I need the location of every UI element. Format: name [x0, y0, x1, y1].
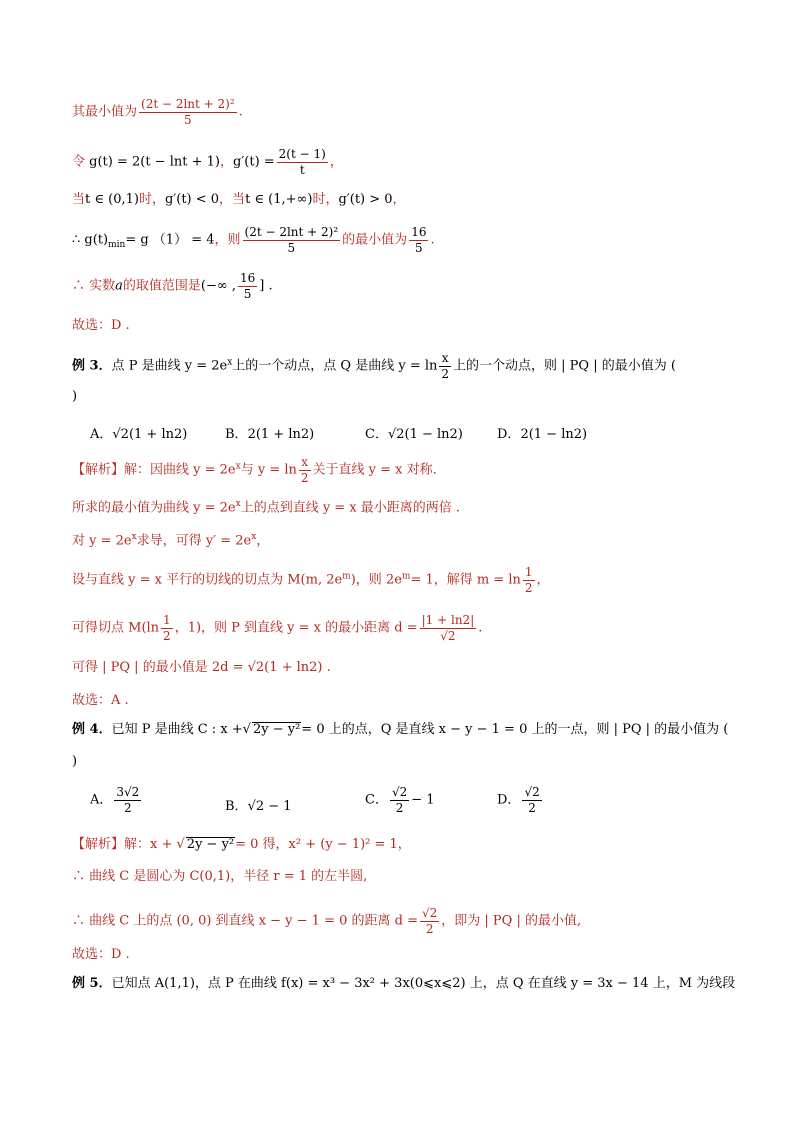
- option-label: A．: [90, 427, 113, 442]
- formula: g(t) = 2(t − lnt + 1): [89, 154, 220, 170]
- text: 时，: [138, 192, 165, 207]
- text: 上的一个动点，点 Q 是曲线 y = ln: [232, 358, 438, 374]
- text: 点 P 是曲线 y = 2e: [111, 358, 228, 374]
- formula: ∴ g(t): [72, 232, 109, 248]
- text: = 0 上的点，Q 是直线 x − y − 1 = 0 上的一点，则 | PQ | 的最小值为 (: [301, 722, 729, 737]
- fraction: [420, 907, 439, 935]
- option-label: C．: [365, 792, 388, 808]
- text: ，: [219, 154, 233, 170]
- denominator: √2: [440, 628, 456, 643]
- fraction: [299, 456, 311, 484]
- text: 令: [72, 154, 86, 170]
- option-b: [225, 795, 292, 814]
- numerator: 3√2: [116, 785, 140, 799]
- solution-line: [72, 907, 581, 935]
- text: 求导，可得 y′ = 2e: [136, 533, 252, 549]
- text: 设与直线 y = x 平行的切线的切点为 M(m, 2e: [72, 572, 343, 588]
- option-b: [225, 423, 314, 442]
- analysis-tag: 【解析】: [72, 837, 125, 852]
- fraction: [139, 98, 237, 126]
- text: ∴ 曲线 C 上的点 (0, 0) 到直线 x − y − 1 = 0 的距离 d =: [72, 913, 418, 929]
- option-label: B．: [225, 427, 248, 442]
- text: 解：因曲线 y = 2e: [124, 462, 236, 478]
- superscript: x: [131, 532, 137, 542]
- text: .: [430, 232, 435, 248]
- denominator: 2: [395, 800, 404, 815]
- text: 已知点 A(1,1)，点 P 在曲线 f(x) = x³ − 3x² + 3x(0⩽x⩽2) 上，点 Q 在直线 y = 3x − 14 上，M 为线段: [111, 976, 736, 991]
- text: ∴ 实数: [72, 278, 116, 294]
- denominator: 5: [415, 240, 423, 255]
- radicand: 2y − y²: [186, 837, 235, 852]
- variable: a: [115, 278, 123, 294]
- solution-line: [72, 500, 460, 514]
- text: )，则 2e: [350, 572, 402, 588]
- example-4-question: 例 4．已知 P 是曲线 C : x +√ 2y − y²= 0 上的点，Q 是直线 x − y − 1 = 0 上的一点，则 | PQ | 的最小值为 (: [72, 722, 729, 737]
- numerator: (2t − 2lnt + 2)²: [244, 225, 339, 239]
- denominator: 2: [441, 366, 450, 381]
- solution-line: ∴ 曲线 C 是圆心为 C(0,1)，半径 r = 1 的左半圆,: [72, 869, 368, 884]
- text: 对 y = 2e: [72, 533, 132, 549]
- text: 上的一个动点，则 | PQ | 的最小值为 (: [453, 358, 676, 374]
- solution-line: [72, 566, 550, 594]
- numerator: √2: [524, 785, 540, 799]
- fraction: [243, 226, 341, 254]
- superscript: x: [227, 357, 233, 368]
- option-d: [497, 786, 544, 814]
- example-3-question: [72, 352, 676, 380]
- text: 所求的最小值为曲线 y = 2e: [72, 500, 236, 516]
- text: 可得切点 M(ln: [72, 620, 160, 636]
- text-line: 故选：D .: [72, 318, 130, 333]
- text: 与 y = ln: [240, 462, 297, 478]
- numerator: √2: [391, 785, 408, 799]
- text: ，: [329, 154, 343, 170]
- numerator: 16: [411, 225, 427, 239]
- formula: ] .: [259, 278, 273, 294]
- example-5-question: [72, 977, 735, 990]
- fraction: [161, 614, 173, 642]
- formula: g′(t) > 0: [338, 192, 393, 207]
- denominator: 5: [243, 286, 252, 301]
- text: ，即为 | PQ | 的最小值,: [441, 913, 582, 929]
- text-line: [72, 148, 343, 176]
- numerator: 2(t − 1): [278, 147, 326, 161]
- formula: g′(t) =: [233, 154, 275, 170]
- text: ，: [536, 572, 550, 588]
- option-a: [90, 786, 143, 814]
- subscript: min: [108, 240, 126, 251]
- text: .: [238, 104, 243, 120]
- option-value: 2(1 − ln2): [520, 427, 588, 442]
- text: .: [478, 620, 483, 636]
- numerator: (2t − 2lnt + 2)²: [141, 97, 235, 111]
- option-value: − 1: [411, 792, 435, 808]
- option-value: 2(1 + ln2): [247, 427, 315, 442]
- radicand: 2y − y²: [252, 722, 301, 737]
- solution-line: 故选：D .: [72, 947, 130, 962]
- text: 已知 P 是曲线 C : x +: [111, 722, 243, 737]
- text: ，当: [219, 192, 246, 207]
- superscript: x: [251, 532, 257, 542]
- superscript: m: [342, 571, 351, 582]
- solution-line: 【解析】解：x + √ 2y − y²= 0 得，x² + (y − 1)² = 1，: [72, 837, 411, 852]
- numerator: √2: [422, 906, 438, 920]
- superscript: x: [235, 461, 241, 472]
- text-line: ): [72, 754, 78, 769]
- numerator: |1 + ln2|: [421, 613, 475, 627]
- fraction: [522, 786, 541, 814]
- fraction: [420, 614, 477, 642]
- denominator: 2: [300, 470, 309, 485]
- analysis-tag: 【解析】: [72, 462, 125, 478]
- solution-line: 故选：A .: [72, 693, 129, 708]
- text-line: [72, 98, 243, 126]
- solution-line: 可得 | PQ | 的最小值是 2d = √2(1 + ln2) .: [72, 660, 331, 675]
- solution-line: [72, 614, 482, 642]
- text: 关于直线 y = x 对称.: [312, 462, 437, 478]
- option-d: [497, 423, 587, 442]
- text-line: [72, 272, 273, 300]
- denominator: 5: [184, 112, 192, 127]
- denominator: 2: [124, 800, 132, 815]
- fraction: [114, 786, 141, 814]
- text: 解：x +: [124, 837, 173, 852]
- option-label: C．: [365, 427, 388, 442]
- denominator: 2: [163, 628, 171, 643]
- formula: g′(t) < 0: [164, 192, 220, 207]
- text: 时，: [312, 192, 339, 207]
- solution-line: [72, 456, 437, 484]
- text: = 1，解得 m = ln: [410, 572, 521, 588]
- denominator: 2: [425, 921, 434, 936]
- text-line: [72, 226, 435, 254]
- denominator: 2: [528, 800, 536, 815]
- numerator: 1: [163, 613, 171, 627]
- text: ，: [256, 533, 270, 549]
- option-value: √2(1 − ln2): [387, 427, 463, 442]
- text: ，: [392, 192, 406, 207]
- option-c: [365, 423, 463, 442]
- fraction: [238, 272, 257, 300]
- text: 的最小值为: [342, 232, 408, 248]
- option-label: D．: [497, 427, 521, 442]
- text: ，则: [214, 232, 241, 248]
- fraction: [439, 352, 451, 380]
- option-label: D．: [497, 792, 521, 808]
- option-label: A．: [90, 792, 113, 808]
- fraction: [390, 786, 409, 814]
- formula: = g （1） = 4: [125, 232, 215, 248]
- text: 当: [72, 192, 86, 207]
- text-line: ): [72, 389, 78, 404]
- formula: t ∈ (0,1): [85, 192, 139, 207]
- text: ，1)，则 P 到直线 y = x 的最小距离 d =: [174, 620, 418, 636]
- superscript: x: [235, 499, 241, 509]
- superscript: m: [401, 571, 411, 582]
- solution-line: [72, 533, 269, 547]
- option-c: [365, 786, 435, 814]
- text: = 0 得，x² + (y − 1)² = 1，: [235, 837, 411, 852]
- numerator: 16: [239, 271, 256, 285]
- denominator: t: [299, 162, 305, 177]
- fraction: [523, 566, 535, 594]
- example-label: 例 3．: [72, 358, 112, 374]
- option-a: [90, 423, 187, 442]
- formula: t ∈ (1,+∞): [245, 192, 313, 207]
- denominator: 5: [287, 240, 296, 255]
- example-label: 例 5．: [72, 976, 112, 991]
- fraction: [277, 148, 328, 176]
- text: 其最小值为: [72, 104, 138, 120]
- example-label: 例 4．: [72, 722, 112, 737]
- fraction: [409, 226, 428, 254]
- numerator: x: [439, 352, 451, 367]
- numerator: 1: [524, 565, 533, 579]
- option-label: B．: [225, 799, 248, 814]
- text: 上的点到直线 y = x 最小距离的两倍 .: [240, 500, 461, 516]
- formula: (−∞ ,: [200, 278, 236, 294]
- text-line: [72, 193, 406, 206]
- numerator: x: [299, 456, 311, 471]
- text: 的取值范围是: [122, 278, 201, 294]
- option-value: √2(1 + ln2): [112, 427, 188, 442]
- denominator: 2: [524, 580, 533, 595]
- option-value: √2 − 1: [247, 799, 292, 814]
